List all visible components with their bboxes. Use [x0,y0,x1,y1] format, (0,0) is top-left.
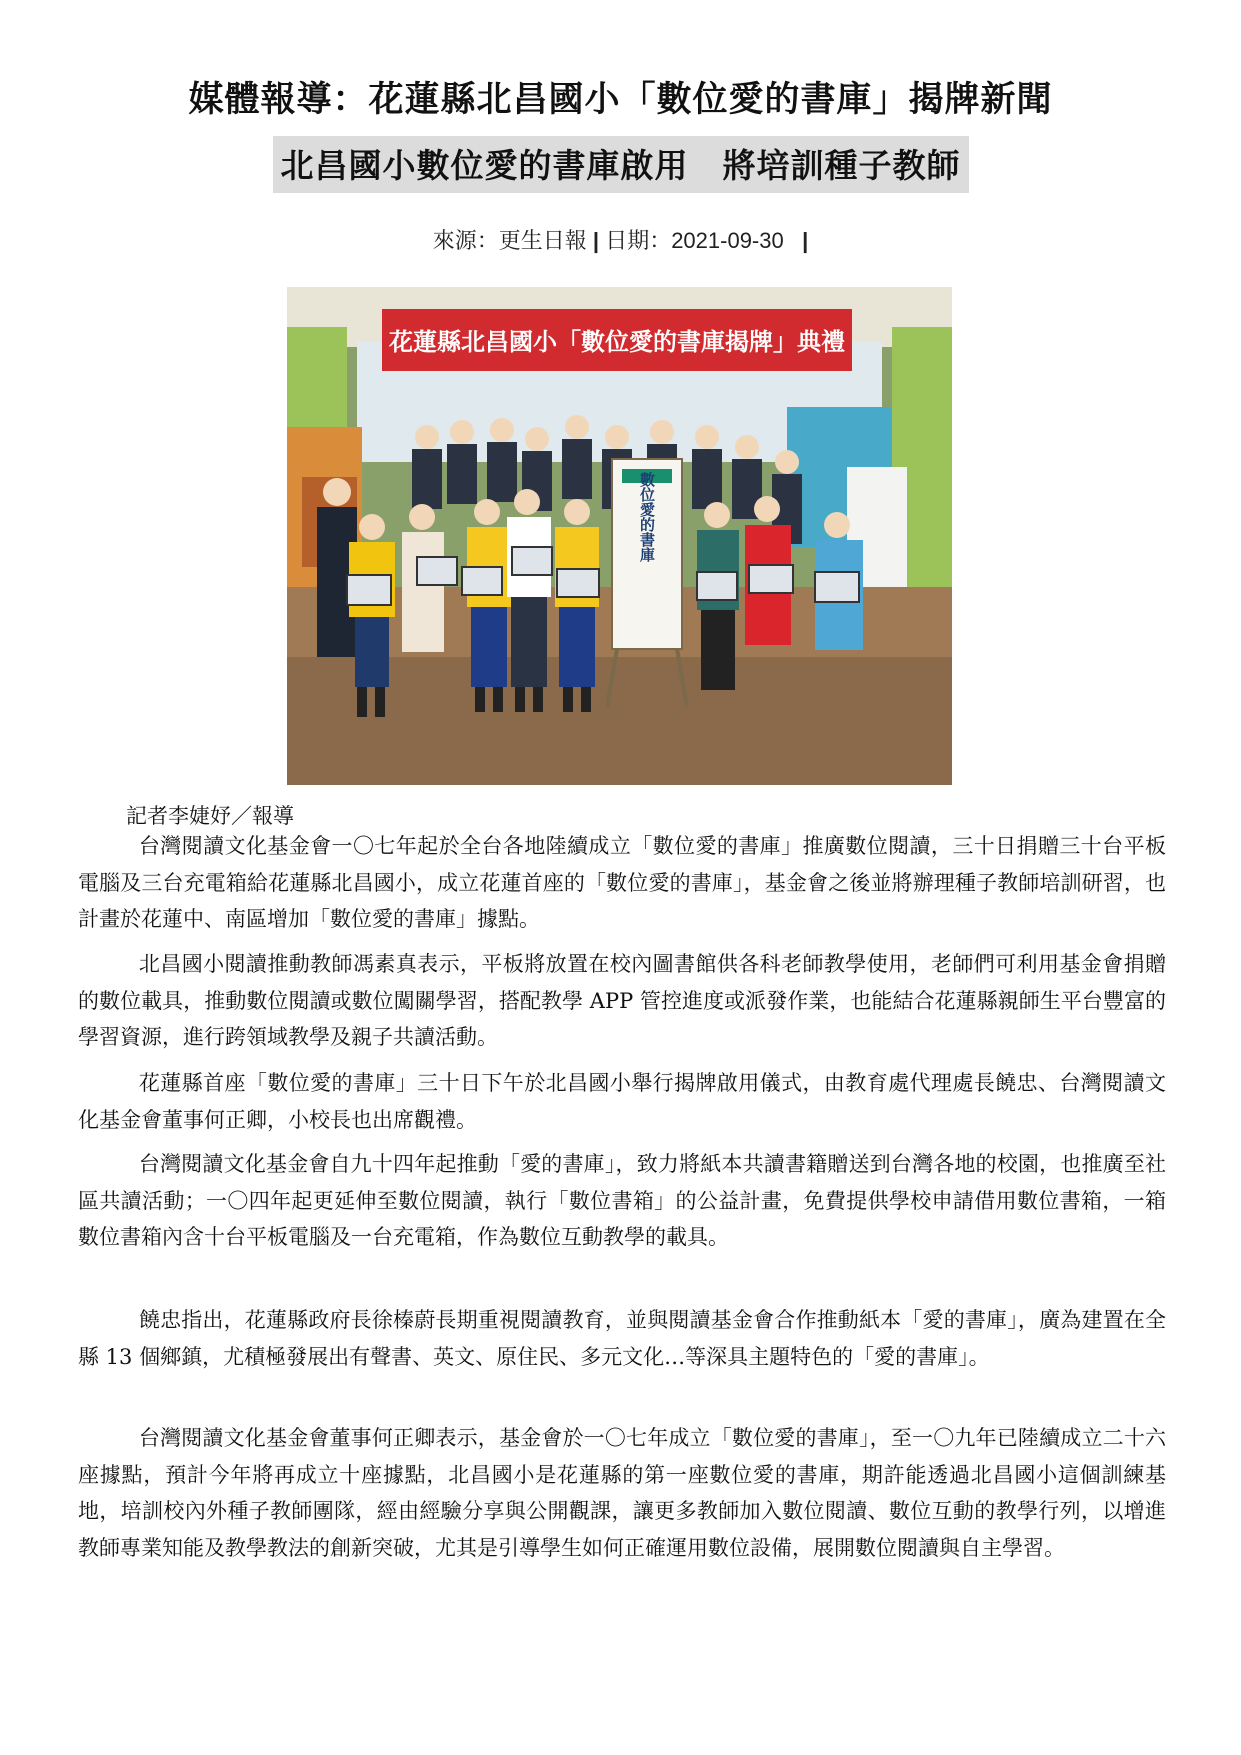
sign-caption: 數位愛的書庫 [638,472,656,562]
source-date-line [0,224,1241,255]
article-paragraph-6: 台灣閱讀文化基金會董事何正卿表示，基金會於一〇七年成立「數位愛的書庫」，至一〇九年已陸續成立二十六座據點，預計今年將再成立十座據點，北昌國小是花蓮縣的第一座數位愛的書庫，期許能透過北昌國小這個訓練基地，培訓校內外種子教師團隊，經由經驗分享與公開觀課，讓更多教師加入數位閱讀、數位互動的教學行列，以增進教師專業知能及教學教法的創新突破，尤其是引導學生如何正確運用數位設備，展開數位閱讀與自主學習。 [78,1426,1166,1560]
subtitle-container [0,136,1241,193]
article-headline: 北昌國小數位愛的書庫啟用 將培訓種子教師 [273,136,969,193]
event-photo [287,287,952,785]
meta-separator: | [592,228,600,253]
page-title: 媒體報導：花蓮縣北昌國小「數位愛的書庫」揭牌新聞 [188,80,1053,120]
event-photo-illustration [287,287,952,785]
date-label: 日期：2021-09-30 [605,228,784,253]
article-paragraph-3: 花蓮縣首座「數位愛的書庫」三十日下午於北昌國小舉行揭牌啟用儀式，由教育處代理處長饒忠、台灣閱讀文化基金會董事何正卿，小校長也出席觀禮。 [78,1071,1166,1132]
banner-caption: 花蓮縣北昌國小「數位愛的書庫揭牌」典禮 [389,328,845,356]
meta-trailing-separator: | [802,228,809,253]
article-paragraph-2: 北昌國小閱讀推動教師馮素真表示，平板將放置在校內圖書館供各科老師教學使用，老師們可利用基金會捐贈的數位載具，推動數位閱讀或數位闖關學習，搭配教學 APP 管控進度或派發作業，也能結合花蓮縣親師生平台豐富的學習資源，進行跨領域教學及親子共讀活動。 [78,952,1166,1049]
article-paragraph-5: 饒忠指出，花蓮縣政府長徐榛蔚長期重視閱讀教育，並與閱讀基金會合作推動紙本「愛的書庫」，廣為建置在全縣 13 個鄉鎮，尤積極發展出有聲書、英文、原住民、多元文化…等深具主題特色的「愛的書庫」。 [78,1308,1166,1369]
source-label: 來源：更生日報 [432,228,587,253]
byline: 記者李婕妤／報導 [126,804,294,828]
article-paragraph-4: 台灣閱讀文化基金會自九十四年起推動「愛的書庫」，致力將紙本共讀書籍贈送到台灣各地的校園，也推廣至社區共讀活動；一〇四年起更延伸至數位閱讀，執行「數位書箱」的公益計畫，免費提供學校申請借用數位書箱，一箱數位書箱內含十台平板電腦及一台充電箱，作為數位互動教學的載具。 [78,1152,1166,1249]
article-paragraph-1: 台灣閱讀文化基金會一〇七年起於全台各地陸續成立「數位愛的書庫」推廣數位閱讀，三十日捐贈三十台平板電腦及三台充電箱給花蓮縣北昌國小，成立花蓮首座的「數位愛的書庫」，基金會之後並將辦理種子教師培訓研習，也計畫於花蓮中、南區增加「數位愛的書庫」據點。 [78,834,1166,931]
